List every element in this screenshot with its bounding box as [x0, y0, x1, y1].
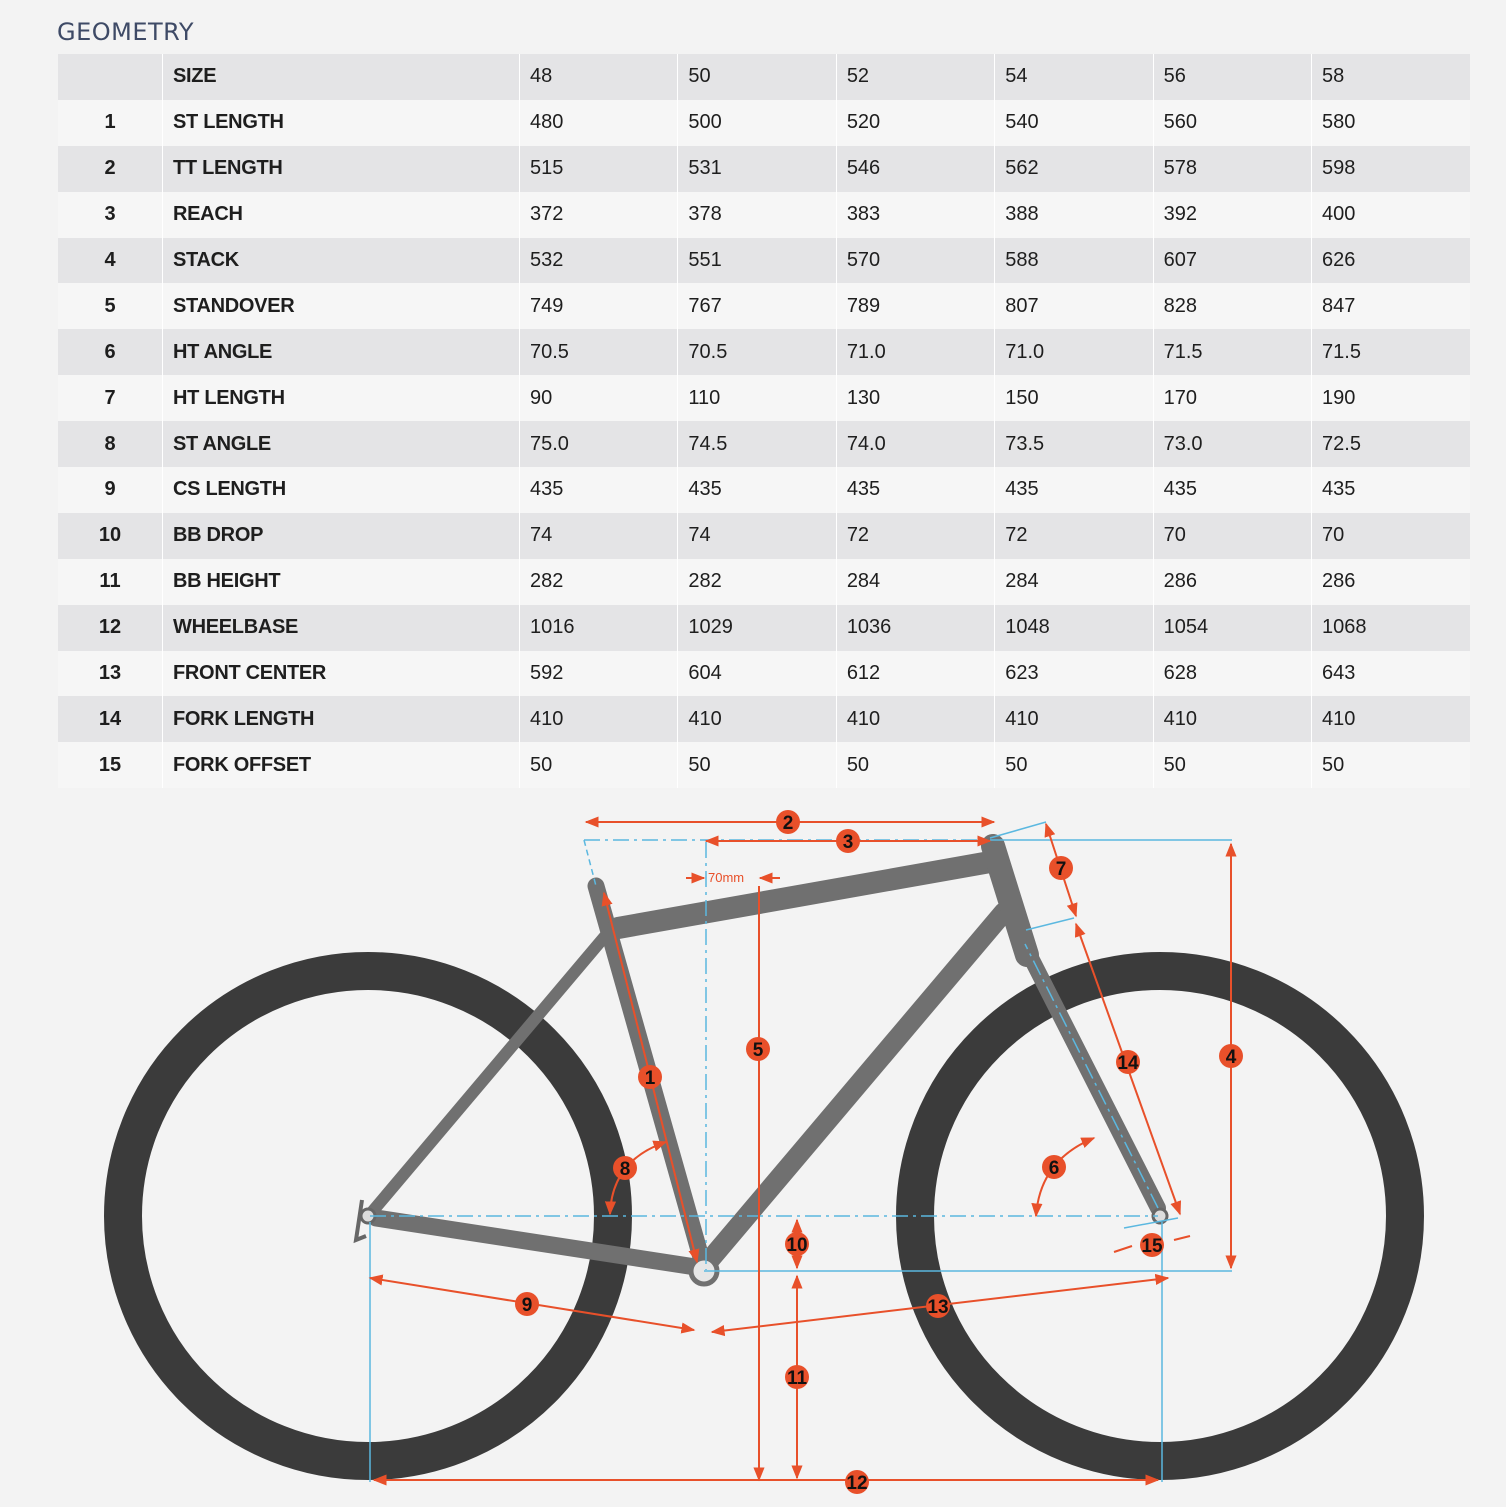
svg-text:9: 9	[521, 1295, 533, 1316]
row-value: 282	[520, 559, 678, 605]
row-value: 435	[520, 467, 678, 513]
callout-8	[613, 1156, 637, 1180]
row-value: 383	[836, 192, 994, 238]
table-row	[58, 146, 1470, 192]
svg-text:1: 1	[644, 1068, 656, 1089]
row-value: 807	[995, 283, 1153, 329]
table-row	[58, 559, 1470, 605]
header-cell-size-value: 52	[836, 54, 994, 100]
row-value: 1036	[836, 605, 994, 651]
row-label: WHEELBASE	[163, 605, 520, 651]
svg-text:12: 12	[846, 1473, 868, 1494]
row-label: FRONT CENTER	[163, 651, 520, 697]
row-value: 435	[836, 467, 994, 513]
row-number: 12	[58, 605, 163, 651]
row-value: 643	[1312, 651, 1470, 697]
table-row	[58, 100, 1470, 146]
bike-geometry-diagram	[0, 790, 1506, 1507]
row-value: 400	[1312, 192, 1470, 238]
callout-14	[1116, 1050, 1140, 1074]
svg-text:13: 13	[927, 1297, 949, 1318]
row-value: 72	[836, 513, 994, 559]
row-value: 74.5	[678, 421, 836, 467]
row-value: 546	[836, 146, 994, 192]
row-value: 71.5	[1312, 329, 1470, 375]
row-number: 13	[58, 651, 163, 697]
row-value: 1048	[995, 605, 1153, 651]
callout-11	[785, 1365, 809, 1389]
row-value: 628	[1153, 651, 1311, 697]
table-row	[58, 742, 1470, 788]
callout-5	[746, 1037, 770, 1061]
row-value: 410	[995, 696, 1153, 742]
row-value: 50	[836, 742, 994, 788]
row-value: 435	[1312, 467, 1470, 513]
row-value: 392	[1153, 192, 1311, 238]
row-value: 73.5	[995, 421, 1153, 467]
row-value: 71.5	[1153, 329, 1311, 375]
table-row	[58, 238, 1470, 284]
svg-text:10: 10	[786, 1235, 808, 1256]
top-tube	[618, 862, 990, 928]
header-cell-size-value: 50	[678, 54, 836, 100]
row-value: 580	[1312, 100, 1470, 146]
header-cell-num	[58, 54, 163, 100]
row-value: 520	[836, 100, 994, 146]
row-value: 767	[678, 283, 836, 329]
row-value: 110	[678, 375, 836, 421]
table-row	[58, 375, 1470, 421]
row-value: 1068	[1312, 605, 1470, 651]
row-label: HT LENGTH	[163, 375, 520, 421]
svg-text:11: 11	[786, 1368, 808, 1389]
row-label: BB DROP	[163, 513, 520, 559]
row-value: 130	[836, 375, 994, 421]
row-value: 515	[520, 146, 678, 192]
row-value: 551	[678, 238, 836, 284]
row-label: STANDOVER	[163, 283, 520, 329]
row-value: 847	[1312, 283, 1470, 329]
row-value: 531	[678, 146, 836, 192]
callout-10	[785, 1232, 809, 1256]
row-number: 5	[58, 283, 163, 329]
table-row	[58, 651, 1470, 697]
row-label: TT LENGTH	[163, 146, 520, 192]
table-row	[58, 605, 1470, 651]
row-number: 8	[58, 421, 163, 467]
callout-15	[1140, 1233, 1164, 1257]
row-value: 71.0	[995, 329, 1153, 375]
row-value: 828	[1153, 283, 1311, 329]
row-value: 72	[995, 513, 1153, 559]
row-value: 282	[678, 559, 836, 605]
row-value: 588	[995, 238, 1153, 284]
row-value: 410	[520, 696, 678, 742]
row-value: 190	[1312, 375, 1470, 421]
row-value: 435	[678, 467, 836, 513]
row-value: 74	[520, 513, 678, 559]
row-value: 560	[1153, 100, 1311, 146]
row-value: 72.5	[1312, 421, 1470, 467]
table-row	[58, 696, 1470, 742]
table-row	[58, 421, 1470, 467]
row-value: 410	[678, 696, 836, 742]
row-value: 607	[1153, 238, 1311, 284]
row-value: 150	[995, 375, 1153, 421]
svg-text:5: 5	[752, 1040, 764, 1061]
row-value: 70	[1312, 513, 1470, 559]
callout-3	[836, 829, 860, 853]
row-label: REACH	[163, 192, 520, 238]
row-value: 50	[520, 742, 678, 788]
row-label: FORK OFFSET	[163, 742, 520, 788]
callout-13	[926, 1294, 950, 1318]
label-70mm: 70mm	[708, 870, 745, 885]
geometry-title: GEOMETRY	[57, 18, 194, 46]
callout-2	[776, 810, 800, 834]
table-row	[58, 467, 1470, 513]
row-label: STACK	[163, 238, 520, 284]
header-cell-size: SIZE	[163, 54, 520, 100]
table-row	[58, 192, 1470, 238]
row-label: FORK LENGTH	[163, 696, 520, 742]
row-value: 626	[1312, 238, 1470, 284]
row-number: 14	[58, 696, 163, 742]
row-value: 532	[520, 238, 678, 284]
row-number: 10	[58, 513, 163, 559]
row-value: 74.0	[836, 421, 994, 467]
table-header-row	[58, 54, 1470, 100]
row-value: 284	[995, 559, 1153, 605]
row-value: 73.0	[1153, 421, 1311, 467]
callout-1	[638, 1065, 662, 1089]
header-cell-size-value: 58	[1312, 54, 1470, 100]
row-value: 592	[520, 651, 678, 697]
table-row	[58, 513, 1470, 559]
row-label: CS LENGTH	[163, 467, 520, 513]
row-value: 286	[1312, 559, 1470, 605]
header-cell-size-value: 48	[520, 54, 678, 100]
row-value: 50	[995, 742, 1153, 788]
svg-text:7: 7	[1055, 859, 1067, 880]
row-value: 435	[1153, 467, 1311, 513]
row-label: ST LENGTH	[163, 100, 520, 146]
callout-4	[1219, 1044, 1243, 1068]
row-value: 75.0	[520, 421, 678, 467]
row-label: BB HEIGHT	[163, 559, 520, 605]
row-value: 1016	[520, 605, 678, 651]
row-value: 74	[678, 513, 836, 559]
row-value: 71.0	[836, 329, 994, 375]
header-cell-size-value: 54	[995, 54, 1153, 100]
svg-text:2: 2	[782, 813, 794, 834]
chain-stay	[376, 1218, 702, 1268]
row-value: 480	[520, 100, 678, 146]
row-number: 15	[58, 742, 163, 788]
row-value: 286	[1153, 559, 1311, 605]
row-number: 4	[58, 238, 163, 284]
svg-text:3: 3	[842, 832, 854, 853]
callout-6	[1042, 1155, 1066, 1179]
row-value: 749	[520, 283, 678, 329]
callout-9	[515, 1292, 539, 1316]
row-label: ST ANGLE	[163, 421, 520, 467]
row-number: 6	[58, 329, 163, 375]
row-value: 570	[836, 238, 994, 284]
callout-12	[845, 1470, 869, 1494]
row-value: 70.5	[678, 329, 836, 375]
row-number: 11	[58, 559, 163, 605]
row-value: 410	[1312, 696, 1470, 742]
row-value: 378	[678, 192, 836, 238]
row-number: 3	[58, 192, 163, 238]
row-value: 410	[1153, 696, 1311, 742]
row-value: 50	[1153, 742, 1311, 788]
row-value: 90	[520, 375, 678, 421]
row-value: 598	[1312, 146, 1470, 192]
row-value: 410	[836, 696, 994, 742]
head-tube	[993, 846, 1027, 955]
table-row	[58, 283, 1470, 329]
row-value: 70	[1153, 513, 1311, 559]
header-cell-size-value: 56	[1153, 54, 1311, 100]
row-value: 1054	[1153, 605, 1311, 651]
row-value: 562	[995, 146, 1153, 192]
row-value: 50	[1312, 742, 1470, 788]
row-number: 9	[58, 467, 163, 513]
svg-text:15: 15	[1141, 1236, 1163, 1257]
row-value: 1029	[678, 605, 836, 651]
row-number: 1	[58, 100, 163, 146]
table-row	[58, 329, 1470, 375]
svg-text:4: 4	[1225, 1047, 1237, 1068]
callout-7	[1049, 856, 1073, 880]
row-value: 170	[1153, 375, 1311, 421]
row-value: 372	[520, 192, 678, 238]
row-value: 70.5	[520, 329, 678, 375]
row-value: 540	[995, 100, 1153, 146]
row-value: 612	[836, 651, 994, 697]
row-value: 789	[836, 283, 994, 329]
row-value: 50	[678, 742, 836, 788]
svg-text:8: 8	[619, 1159, 631, 1180]
svg-text:6: 6	[1048, 1158, 1060, 1179]
row-value: 388	[995, 192, 1153, 238]
row-value: 578	[1153, 146, 1311, 192]
row-value: 284	[836, 559, 994, 605]
row-value: 604	[678, 651, 836, 697]
row-number: 2	[58, 146, 163, 192]
row-label: HT ANGLE	[163, 329, 520, 375]
row-value: 500	[678, 100, 836, 146]
svg-text:14: 14	[1117, 1053, 1139, 1074]
row-number: 7	[58, 375, 163, 421]
geometry-table	[58, 54, 1470, 788]
row-value: 623	[995, 651, 1153, 697]
row-value: 435	[995, 467, 1153, 513]
